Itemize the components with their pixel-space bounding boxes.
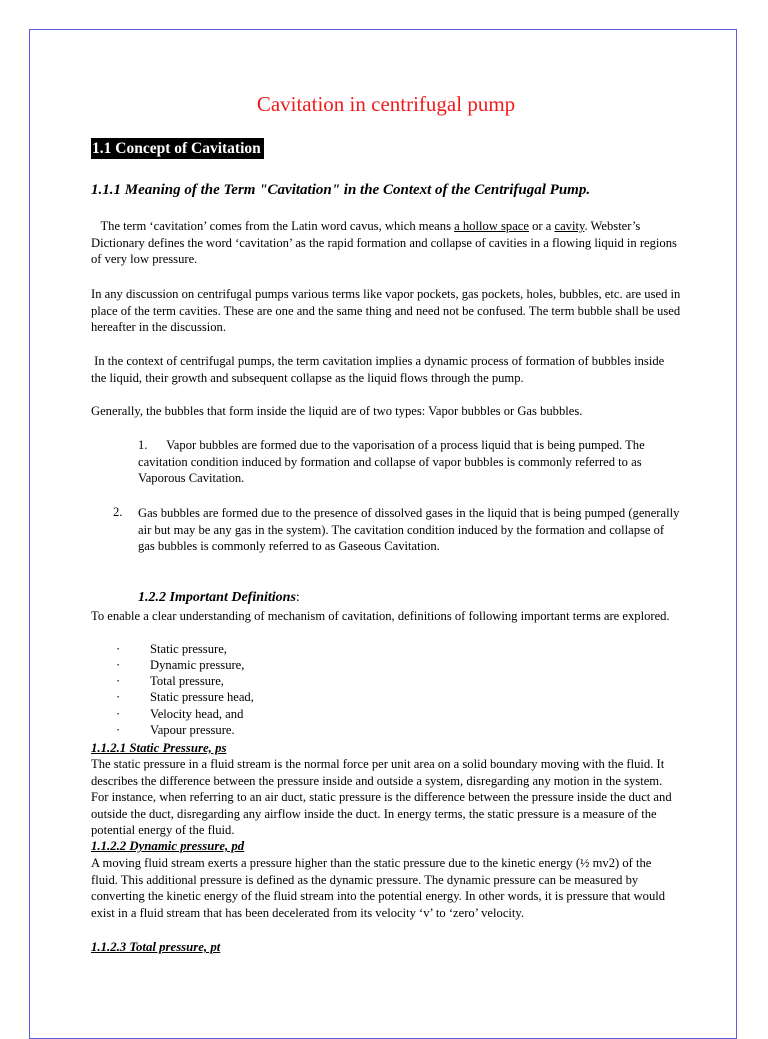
bullet-text: Total pressure,	[150, 674, 224, 688]
bullet-text: Static pressure head,	[150, 690, 254, 704]
heading-dynamic-pressure: 1.1.2.2 Dynamic pressure, pd	[91, 839, 245, 853]
paragraph-definitions-intro: To enable a clear understanding of mechanism of cavitation, definitions of following important terms are explored.	[91, 609, 670, 623]
heading-text: 1.2.2 Important Definitions	[138, 590, 296, 605]
bullet-dot-icon: ·	[116, 674, 121, 688]
bullet-text: Vapour pressure.	[150, 723, 235, 737]
heading-static-pressure: 1.1.2.1 Static Pressure, ps	[91, 741, 227, 755]
bullet-item	[116, 657, 244, 674]
bullet-dot-icon: ·	[116, 658, 121, 672]
bullet-text: Velocity head, and	[150, 707, 244, 721]
paragraph-text: The term ‘cavitation’ comes from the Latin word cavus, which means	[91, 219, 455, 233]
bullet-dot-icon: ·	[116, 707, 121, 721]
paragraph-context: In the context of centrifugal pumps, the term cavitation implies a dynamic process of formation of bubbles inside the liquid, their growth and subsequent collapse as the liquid flows through the pump.	[91, 354, 668, 385]
paragraph-static-pressure: The static pressure in a fluid stream is the normal force per unit area on a solid boundary moving with the fluid. It describes the difference between the pressure inside and outside a system, disregarding any motion in the system. For instance, when referring to an air duct, static pressure is the difference between the pressure inside the duct and outside the duct, disregarding any airflow inside the duct. In energy terms, the static pressure is a measure of the potential energy of the fluid.	[91, 757, 672, 838]
bullet-text: Static pressure,	[150, 642, 227, 656]
list-item-vapor-bubbles: 1. Vapor bubbles are formed due to the vaporisation of a process liquid that is being pumped. The cavitation condition induced by formation and collapse of vapor bubbles is commonly referred to as Vaporous Cavitation.	[138, 438, 648, 486]
bullet-dot-icon: ·	[116, 723, 121, 737]
bullet-item	[116, 689, 254, 706]
paragraph-dynamic-pressure: A moving fluid stream exerts a pressure higher than the static pressure due to the kinetic energy (½ mv2) of the fluid. This additional pressure is defined as the dynamic pressure. The dynamic pressure can be measured by converting the kinetic energy of the fluid stream into the potential energy. In other words, it is pressure that would exist in a fluid stream that has been decelerated from its velocity ‘v’ to ‘zero’ velocity.	[91, 856, 666, 920]
paragraph-cavitation-meaning	[91, 218, 681, 268]
list-number-2: 2.	[113, 505, 123, 519]
underlined-term-cavity: cavity	[554, 219, 585, 233]
bullet-item	[116, 641, 227, 658]
heading-colon: :	[295, 590, 300, 605]
bullet-dot-icon: ·	[116, 690, 121, 704]
paragraph-bubble-types: Generally, the bubbles that form inside the liquid are of two types: Vapor bubbles or Gas bubbles.	[91, 404, 583, 418]
document-title: Cavitation in centrifugal pump	[256, 92, 516, 116]
bullet-item	[116, 673, 224, 690]
section-heading-1-2-2	[138, 590, 300, 606]
paragraph-text: or a	[528, 219, 555, 233]
paragraph-terms: In any discussion on centrifugal pumps various terms like vapor pockets, gas pockets, holes, bubbles, etc. are used in place of the term cavities. These are one and the same thing and need not be confused. The term bubble shall be used hereafter in the discussion.	[91, 287, 681, 335]
bullet-dot-icon: ·	[116, 642, 121, 656]
paragraph-text: . Webster’s Dictionary defines the word ‘cavitation’ as the rapid formation and collapse of cavities in a flowing liquid in regions of very low pressure.	[91, 219, 681, 267]
section-heading-1-1-1: 1.1.1 Meaning of the Term "Cavitation" in the Context of the Centrifugal Pump.	[91, 182, 591, 198]
underlined-term-hollow-space: a hollow space	[454, 219, 529, 233]
list-item-gas-bubbles: Gas bubbles are formed due to the presence of dissolved gases in the liquid that is being pumped (generally air but may be any gas in the system). The cavitation condition induced by the formation and collapse of gas bubbles is commonly referred to as Gaseous Cavitation.	[138, 506, 680, 554]
bullet-item	[116, 722, 235, 739]
heading-total-pressure: 1.1.2.3 Total pressure, pt	[91, 940, 221, 954]
section-heading-1-1: 1.1 Concept of Cavitation	[91, 138, 264, 159]
bullet-text: Dynamic pressure,	[150, 658, 245, 672]
bullet-item	[116, 706, 243, 723]
